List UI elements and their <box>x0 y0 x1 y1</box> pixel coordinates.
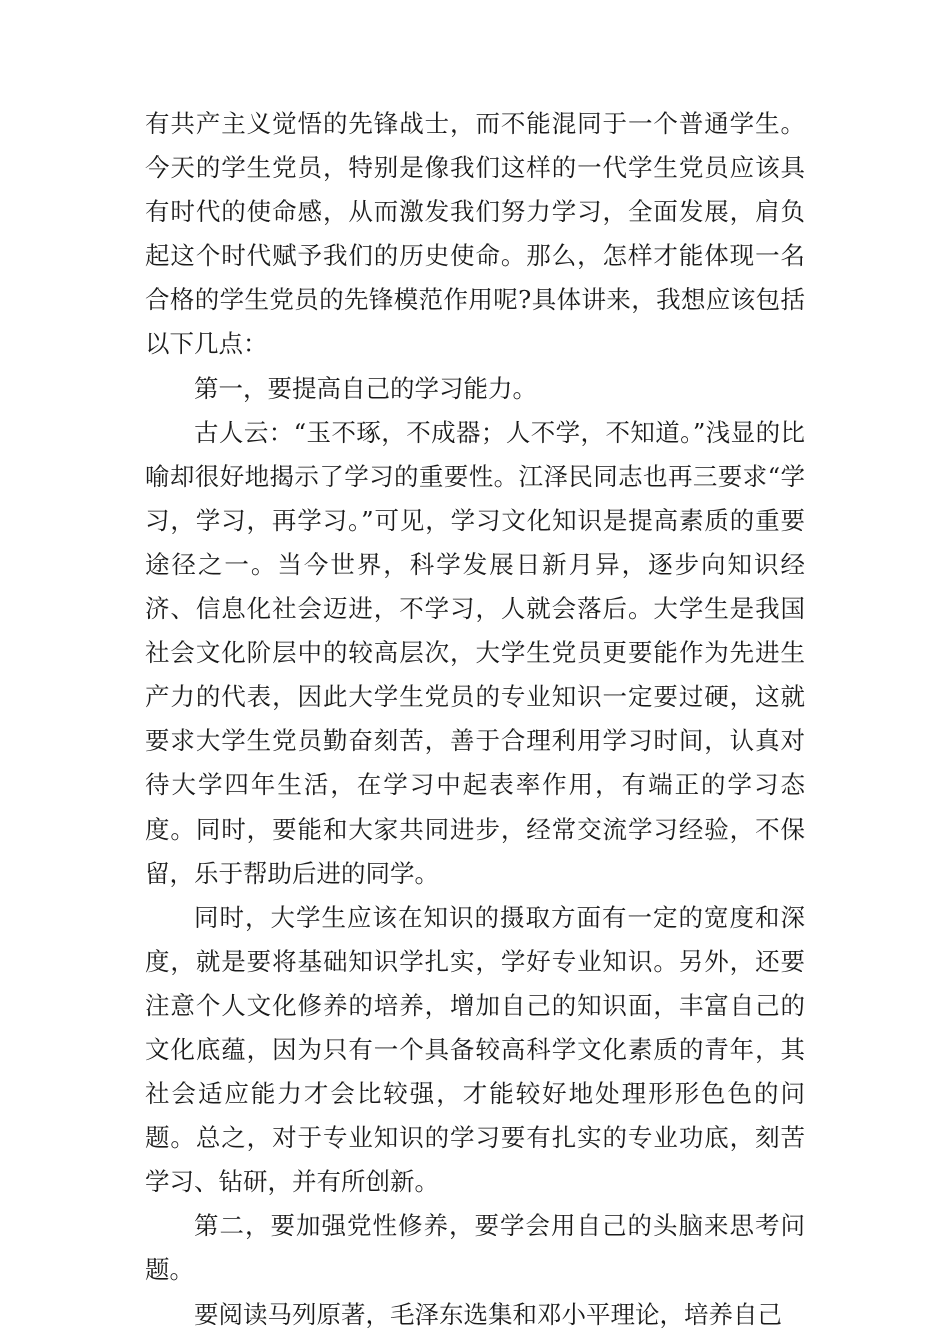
paragraph-heading-second-point: 第二，要加强党性修养，要学会用自己的头脑来思考问题。 <box>145 1211 805 1285</box>
paragraph-continuation: 有共产主义觉悟的先锋战士，而不能混同于一个普通学生。今天的学生党员，特别是像我们这样的一代学生党员应该具有时代的使命感，从而激发我们努力学习，全面发展，肩负起这个时代赋予我们的历史使命。那么，怎样才能体现一名合格的学生党员的先锋模范作用呢?具体讲来，我想应该包括以下几点： <box>145 109 805 359</box>
document-body <box>145 102 805 1337</box>
paragraph-study-importance: 古人云：“玉不琢，不成器；人不学，不知道。”浅显的比喻却很好地揭示了学习的重要性。江泽民同志也再三要求“学习，学习，再学习。”可见，学习文化知识是提高素质的重要途径之一。当今世界，科学发展日新月异，逐步向知识经济、信息化社会迈进，不学习，人就会落后。大学生是我国社会文化阶层中的较高层次，大学生党员更要能作为先进生产力的代表，因此大学生党员的专业知识一定要过硬，这就要求大学生党员勤奋刻苦，善于合理利用学习时间，认真对待大学四年生活，在学习中起表率作用，有端正的学习态度。同时，要能和大家共同进步，经常交流学习经验，不保留，乐于帮助后进的同学。 <box>145 417 805 888</box>
paragraph-reading-classics: 要阅读马列原著，毛泽东选集和邓小平理论，培养自己 <box>194 1299 782 1329</box>
paragraph-knowledge-breadth: 同时，大学生应该在知识的摄取方面有一定的宽度和深度，就是要将基础知识学扎实，学好专业知识。另外，还要注意个人文化修养的培养，增加自己的知识面，丰富自己的文化底蕴，因为只有一个具备较高科学文化素质的青年，其社会适应能力才会比较强，才能较好地处理形形色色的问题。总之，对于专业知识的学习要有扎实的专业功底，刻苦学习、钻研，并有所创新。 <box>145 902 805 1197</box>
paragraph-heading-first-point: 第一，要提高自己的学习能力。 <box>194 373 537 403</box>
